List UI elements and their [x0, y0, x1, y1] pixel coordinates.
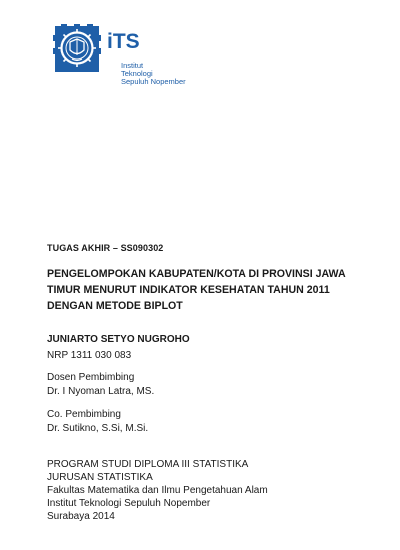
- author-nrp: NRP 1311 030 083: [47, 350, 132, 361]
- supervisor-label: Dosen Pembimbing: [47, 372, 135, 383]
- document-title: PENGELOMPOKAN KABUPATEN/KOTA DI PROVINSI JAWA TIMUR MENURUT INDIKATOR KESEHATAN TAHUN 2011 DENGAN METODE BIPLOT: [47, 268, 346, 312]
- city-year: Surabaya 2014: [47, 511, 115, 522]
- study-program: PROGRAM STUDI DIPLOMA III STATISTIKA: [47, 459, 249, 470]
- institute-name: Institut Teknologi Sepuluh Nopember: [47, 498, 211, 509]
- brand-text: iTS: [107, 30, 140, 53]
- institute-subtitle: Institut Teknologi Sepuluh Nopember: [121, 61, 186, 86]
- supervisor-name: Dr. I Nyoman Latra, MS.: [47, 386, 155, 397]
- its-logo: [55, 26, 186, 94]
- faculty: Fakultas Matematika dan Ilmu Pengetahuan Alam: [47, 485, 268, 496]
- co-supervisor-label: Co. Pembimbing: [47, 409, 121, 420]
- author-name: JUNIARTO SETYO NUGROHO: [47, 334, 190, 345]
- its-emblem-icon: [55, 26, 186, 94]
- document-code: TUGAS AKHIR – SS090302: [47, 243, 164, 253]
- department: JURUSAN STATISTIKA: [47, 472, 153, 483]
- co-supervisor-name: Dr. Sutikno, S.Si, M.Si.: [47, 423, 149, 434]
